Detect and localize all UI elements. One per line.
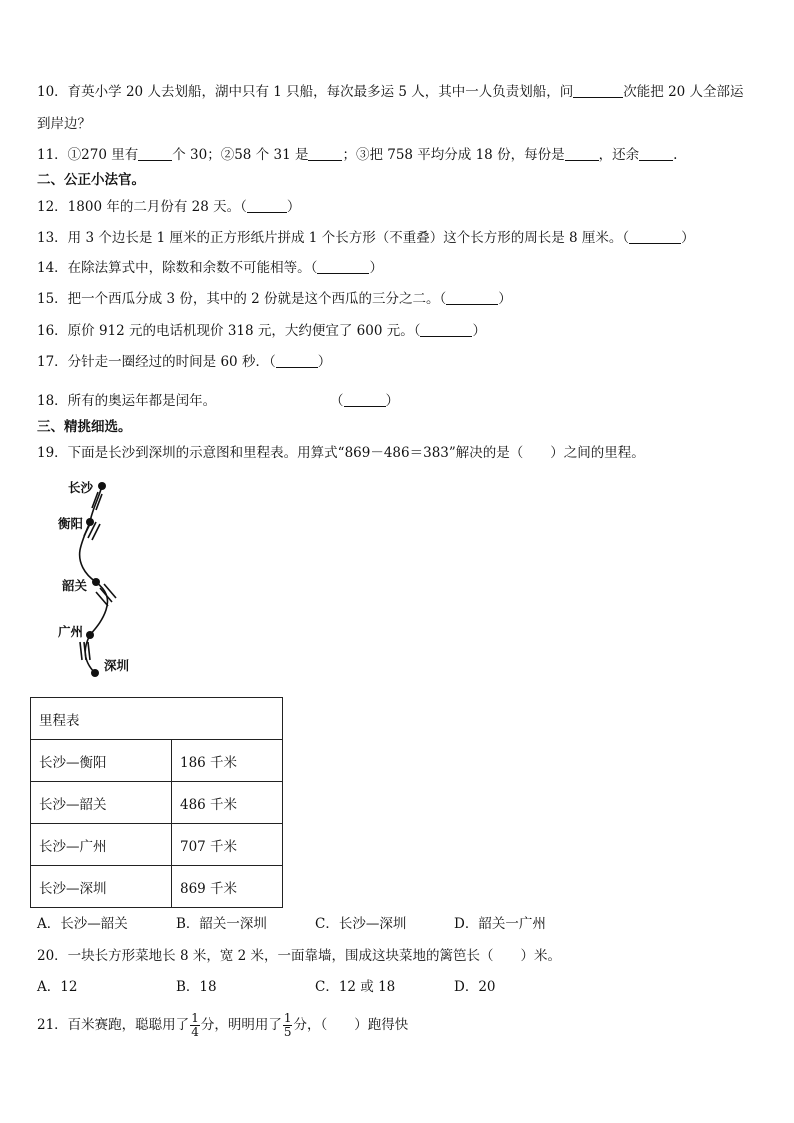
question-19-option-a[interactable]: A．长沙—韶关 [37, 916, 128, 932]
fraction-numerator: 1 [283, 1011, 292, 1025]
question-17-paren: ） [317, 354, 332, 370]
map-label-hengyang: 衡阳 [58, 516, 84, 531]
question-18-answer [330, 392, 399, 410]
map-node-hengyang [86, 518, 94, 526]
question-18-text: 18．所有的奥运年都是闰年。 [37, 393, 217, 409]
question-14 [37, 259, 383, 277]
question-12-paren: ） [286, 199, 301, 215]
question-13-blank[interactable] [629, 229, 681, 244]
table-title: 里程表 [31, 698, 283, 740]
map-node-changsha [98, 482, 106, 490]
table-cell-distance: 707 千米 [172, 824, 283, 866]
question-17-text: 17．分针走一圈经过的时间是 60 秒．（ [37, 354, 276, 370]
question-12-text: 12．1800 年的二月份有 28 天。（ [37, 199, 247, 215]
table-row [31, 866, 283, 908]
question-20-option-d[interactable]: D．20 [454, 979, 496, 995]
table-cell-route: 长沙—深圳 [31, 866, 172, 908]
question-10-line1 [37, 83, 744, 101]
section-3-heading: 三、精挑细选。 [37, 419, 132, 435]
question-11-part1: 11．①270 里有 [37, 147, 139, 163]
fraction-numerator: 1 [191, 1011, 199, 1025]
question-20-option-c[interactable]: C．12 或 18 [315, 979, 396, 995]
map-label-changsha: 长沙 [68, 480, 94, 495]
question-19-option-c[interactable]: C．长沙—深圳 [315, 916, 407, 932]
question-10-answer-blank[interactable] [573, 83, 623, 98]
question-16-blank[interactable] [420, 322, 472, 337]
question-14-blank[interactable] [317, 259, 369, 274]
question-17-blank[interactable] [276, 353, 318, 368]
question-18 [37, 392, 216, 410]
map-node-shaoguan [92, 578, 100, 586]
route-map [40, 470, 150, 685]
question-16 [37, 322, 486, 340]
map-label-guangzhou: 广州 [58, 624, 84, 639]
question-19-text: 19．下面是长沙到深圳的示意图和里程表。用算式“869－486＝383”解决的是（ ）之间的里程。 [37, 445, 645, 461]
question-10-text-c: 到岸边？ [37, 116, 91, 132]
table-cell-route: 长沙—衡阳 [31, 740, 172, 782]
question-19-option-b[interactable]: B．韶关一深圳 [176, 916, 267, 932]
question-11-part2: 个 30；②58 个 31 是 [172, 147, 309, 163]
question-14-paren: ） [369, 260, 383, 276]
question-12 [37, 198, 300, 216]
map-label-shaoguan: 韶关 [62, 578, 88, 593]
fraction-denominator: 4 [191, 1025, 199, 1039]
mileage-table [30, 697, 283, 908]
question-10-text-b: 次能把 20 人全部运 [623, 84, 744, 100]
table-cell-route: 长沙—韶关 [31, 782, 172, 824]
map-node-shenzhen [91, 669, 99, 677]
table-row [31, 740, 283, 782]
question-16-paren: ） [472, 323, 486, 339]
question-13 [37, 229, 695, 247]
question-16-text: 16．原价 912 元的电话机现价 318 元，大约便宜了 600 元。（ [37, 323, 421, 339]
question-21-part2: 分，明明用了 [200, 1017, 282, 1033]
question-20-text: 20．一块长方形菜地长 8 米，宽 2 米，一面靠墙，围成这块菜地的篱笆长（ ）米。 [37, 948, 562, 964]
question-21-part3: 分，（ ）跑得快 [293, 1017, 409, 1033]
question-13-text: 13．用 3 个边长是 1 厘米的正方形纸片拼成 1 个长方形（不重叠）这个长方形的周长是 8 厘米。（ [37, 230, 630, 246]
question-15-blank[interactable] [446, 290, 498, 305]
question-19-option-d[interactable]: D．韶关一广州 [454, 916, 546, 932]
question-11-blank1[interactable] [138, 146, 172, 161]
table-row [31, 824, 283, 866]
question-11-blank3[interactable] [565, 146, 599, 161]
question-11 [37, 146, 677, 164]
table-cell-distance: 186 千米 [172, 740, 283, 782]
question-12-blank[interactable] [247, 198, 287, 213]
question-10-line2 [37, 115, 91, 133]
fraction-one-fifth [283, 1012, 293, 1039]
question-20-option-a[interactable]: A．12 [37, 979, 78, 995]
question-17 [37, 353, 331, 371]
table-cell-distance: 486 千米 [172, 782, 283, 824]
map-label-shenzhen: 深圳 [104, 658, 130, 673]
table-row [31, 782, 283, 824]
fraction-denominator: 5 [283, 1025, 292, 1039]
fraction-one-quarter [190, 1012, 200, 1039]
question-11-part5: . [673, 147, 678, 163]
question-15-paren: ） [498, 291, 512, 307]
question-11-blank4[interactable] [639, 146, 673, 161]
question-11-part4: ，还余 [598, 147, 640, 163]
question-13-paren: ） [681, 230, 695, 246]
map-node-guangzhou [86, 631, 94, 639]
question-15-text: 15．把一个西瓜分成 3 份，其中的 2 份就是这个西瓜的三分之二。（ [37, 291, 447, 307]
question-20-option-b[interactable]: B．18 [176, 979, 217, 995]
question-14-text: 14．在除法算式中，除数和余数不可能相等。（ [37, 260, 318, 276]
section-2-heading: 二、公正小法官。 [37, 172, 145, 188]
question-10-text-a: 10．育英小学 20 人去划船，湖中只有 1 只船，每次最多运 5 人，其中一人负责划船，问 [37, 84, 574, 100]
table-cell-distance: 869 千米 [172, 866, 283, 908]
question-21-part1: 21．百米赛跑，聪聪用了 [37, 1017, 190, 1033]
question-21 [37, 1010, 408, 1040]
question-18-paren-open: （ [330, 393, 344, 409]
table-cell-route: 长沙—广州 [31, 824, 172, 866]
question-11-part3: ；③把 758 平均分成 18 份，每份是 [342, 147, 565, 163]
question-15 [37, 290, 512, 308]
question-18-paren-close: ） [385, 393, 399, 409]
table-header-row [31, 698, 283, 740]
question-18-blank[interactable] [344, 392, 386, 407]
question-11-blank2[interactable] [308, 146, 342, 161]
